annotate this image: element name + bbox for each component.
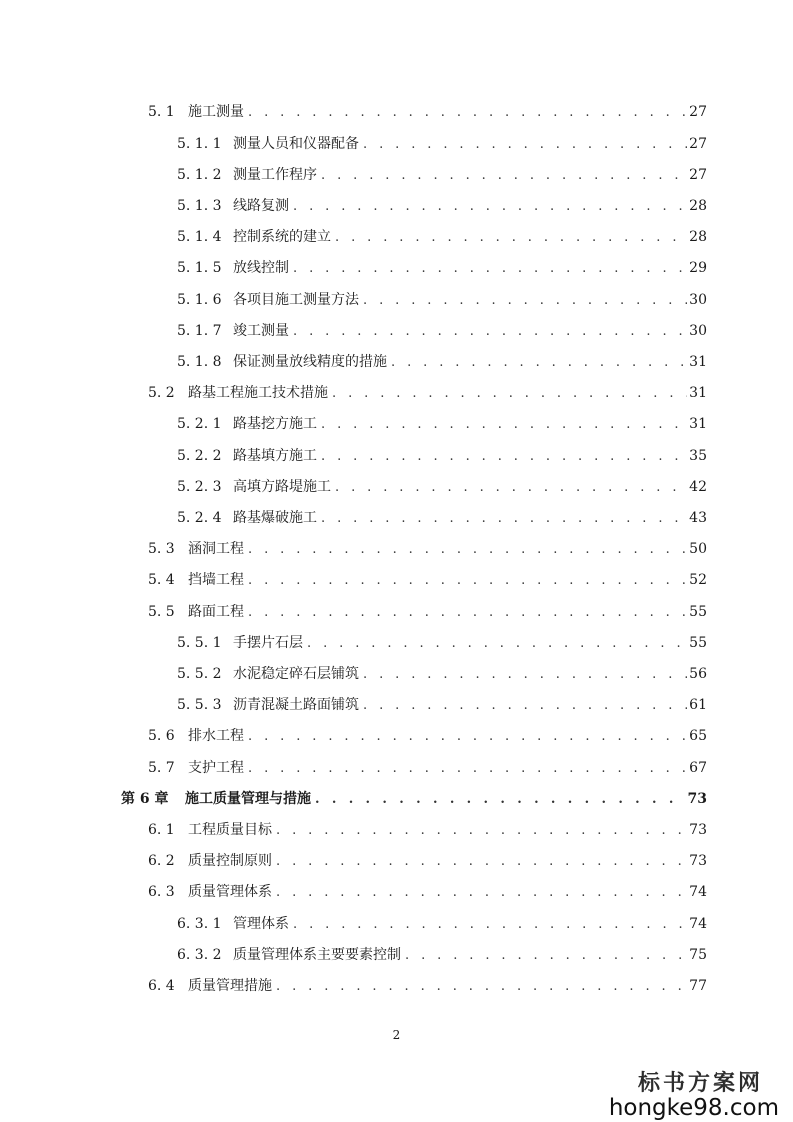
toc-entry[interactable]: [148, 883, 707, 902]
toc-page: 56: [689, 666, 707, 682]
toc-page: 73: [689, 853, 707, 869]
toc-title: 路基工程施工技术措施: [188, 385, 328, 401]
toc-title: 手摆片石层: [233, 635, 303, 651]
toc-page: 31: [689, 416, 707, 432]
toc-number: 5. 1: [148, 104, 175, 120]
toc-page: 27: [689, 104, 707, 120]
toc-page: 35: [689, 448, 707, 464]
dot-leader: [293, 323, 687, 341]
toc-entry[interactable]: [177, 946, 707, 965]
dot-leader: [363, 292, 687, 310]
toc-page: 27: [689, 136, 707, 152]
toc-number: 5. 6: [148, 728, 175, 744]
toc-entry[interactable]: [177, 291, 707, 310]
toc-number: 5. 1. 3: [177, 198, 222, 214]
dot-leader: [391, 354, 687, 372]
toc-number: 第 6 章: [121, 791, 169, 807]
toc-page: 61: [689, 697, 707, 713]
toc-title: 挡墙工程: [188, 572, 244, 588]
toc-page: 75: [689, 947, 707, 963]
toc-entry[interactable]: [177, 696, 707, 715]
toc-page: 27: [689, 167, 707, 183]
toc-entry[interactable]: [177, 228, 707, 247]
toc-title: 质量管理体系: [188, 884, 272, 900]
toc-number: 6. 2: [148, 853, 175, 869]
page-number: 2: [392, 1028, 401, 1042]
dot-leader: [405, 947, 687, 965]
toc-entry[interactable]: [177, 634, 707, 653]
toc-title: 保证测量放线精度的措施: [233, 354, 387, 370]
watermark-url[interactable]: hongke98.com: [608, 1095, 779, 1121]
dot-leader: [248, 760, 687, 778]
toc-number: 5. 2. 2: [177, 448, 222, 464]
toc-title: 沥青混凝土路面铺筑: [233, 697, 359, 713]
dot-leader: [321, 510, 687, 528]
dot-leader: [335, 229, 687, 247]
toc-title: 竣工测量: [233, 323, 289, 339]
dot-leader: [276, 822, 687, 840]
toc-page: 31: [689, 385, 707, 401]
dot-leader: [321, 167, 687, 185]
toc-number: 5. 1. 4: [177, 229, 222, 245]
toc-number: 6. 1: [148, 822, 175, 838]
toc-number: 5. 2. 4: [177, 510, 222, 526]
toc-page: 55: [689, 635, 707, 651]
toc-entry[interactable]: [177, 166, 707, 185]
toc-entry[interactable]: [148, 759, 707, 778]
toc-page: 74: [689, 916, 707, 932]
watermark-site-name: 标书方案网: [637, 1070, 763, 1096]
toc-title: 水泥稳定碎石层铺筑: [233, 666, 359, 682]
toc-number: 5. 1. 8: [177, 354, 222, 370]
toc-title: 路基填方施工: [233, 448, 317, 464]
toc-entry[interactable]: [177, 415, 707, 434]
watermark: [609, 1070, 779, 1120]
toc-page: 28: [689, 198, 707, 214]
toc-number: 5. 2: [148, 385, 175, 401]
dot-leader: [293, 260, 687, 278]
toc-number: 5. 4: [148, 572, 175, 588]
toc-page: 50: [689, 541, 707, 557]
toc-page: 30: [689, 292, 707, 308]
toc-number: 6. 3. 1: [177, 916, 222, 932]
dot-leader: [321, 448, 687, 466]
dot-leader: [276, 853, 687, 871]
dot-leader: [248, 104, 687, 122]
dot-leader: [335, 479, 687, 497]
toc-title: 测量人员和仪器配备: [233, 136, 359, 152]
toc-page: 55: [689, 604, 707, 620]
toc-entry[interactable]: [148, 603, 707, 622]
dot-leader: [293, 198, 687, 216]
toc-entry[interactable]: [148, 103, 707, 122]
dot-leader: [363, 136, 687, 154]
dot-leader: [248, 541, 687, 559]
toc-chapter-entry[interactable]: [121, 790, 707, 809]
dot-leader: [248, 604, 687, 622]
toc-title: 各项目施工测量方法: [233, 292, 359, 308]
toc-number: 6. 4: [148, 978, 175, 994]
toc-title: 测量工作程序: [233, 167, 317, 183]
toc-entry[interactable]: [148, 977, 707, 996]
toc-entry[interactable]: [177, 915, 707, 934]
toc-number: 5. 1. 2: [177, 167, 222, 183]
toc-number: 5. 2. 1: [177, 416, 222, 432]
toc-title: 控制系统的建立: [233, 229, 331, 245]
toc-title: 管理体系: [233, 916, 289, 932]
toc-number: 5. 2. 3: [177, 479, 222, 495]
toc-title: 质量管理措施: [188, 978, 272, 994]
toc-number: 5. 3: [148, 541, 175, 557]
toc-number: 5. 5. 1: [177, 635, 222, 651]
toc-entry[interactable]: [177, 135, 707, 154]
toc-entry[interactable]: [148, 540, 707, 559]
toc-entry[interactable]: [177, 197, 707, 216]
dot-leader: [248, 572, 687, 590]
toc-page: 65: [689, 728, 707, 744]
toc-page: 43: [689, 510, 707, 526]
toc-entry[interactable]: [177, 665, 707, 684]
toc-entry[interactable]: [177, 478, 707, 497]
toc-number: 5. 1. 7: [177, 323, 222, 339]
toc-title: 施工测量: [188, 104, 244, 120]
toc-entry[interactable]: [177, 447, 707, 466]
dot-leader: [307, 635, 687, 653]
toc-entry[interactable]: [148, 852, 707, 871]
toc-title: 支护工程: [188, 760, 244, 776]
toc-page: 28: [689, 229, 707, 245]
dot-leader: [276, 978, 687, 996]
toc-title: 质量管理体系主要要素控制: [233, 947, 401, 963]
toc-entry[interactable]: [148, 821, 707, 840]
toc-page: 74: [689, 884, 707, 900]
toc-entry[interactable]: [148, 384, 707, 403]
dot-leader: [321, 416, 687, 434]
toc-page: 77: [689, 978, 707, 994]
toc-page: 30: [689, 323, 707, 339]
dot-leader: [315, 791, 686, 809]
toc-page: 73: [687, 791, 707, 807]
toc-number: 5. 5. 2: [177, 666, 222, 682]
toc-entry[interactable]: [148, 727, 707, 746]
toc-entry[interactable]: [177, 322, 707, 341]
toc-entry[interactable]: [177, 353, 707, 372]
dot-leader: [293, 916, 687, 934]
toc-title: 线路复测: [233, 198, 289, 214]
toc-title: 工程质量目标: [188, 822, 272, 838]
toc-number: 5. 5: [148, 604, 175, 620]
dot-leader: [363, 666, 687, 684]
toc-number: 5. 1. 6: [177, 292, 222, 308]
toc-title: 路面工程: [188, 604, 244, 620]
toc-title: 涵洞工程: [188, 541, 244, 557]
toc-number: 6. 3: [148, 884, 175, 900]
toc-page: 52: [689, 572, 707, 588]
toc-page: 29: [689, 260, 707, 276]
toc-title: 质量控制原则: [188, 853, 272, 869]
dot-leader: [248, 728, 687, 746]
toc-page: 31: [689, 354, 707, 370]
toc-title: 施工质量管理与措施: [185, 791, 311, 807]
toc-entry[interactable]: [177, 259, 707, 278]
toc-entry[interactable]: [177, 509, 707, 528]
toc-number: 5. 7: [148, 760, 175, 776]
toc-number: 5. 1. 5: [177, 260, 222, 276]
toc-number: 5. 5. 3: [177, 697, 222, 713]
toc-number: 6. 3. 2: [177, 947, 222, 963]
toc-title: 排水工程: [188, 728, 244, 744]
toc-entry[interactable]: [148, 571, 707, 590]
dot-leader: [363, 697, 687, 715]
dot-leader: [332, 385, 687, 403]
toc-title: 放线控制: [233, 260, 289, 276]
toc-title: 路基挖方施工: [233, 416, 317, 432]
dot-leader: [276, 884, 687, 902]
toc-title: 路基爆破施工: [233, 510, 317, 526]
toc-page: 67: [689, 760, 707, 776]
toc-number: 5. 1. 1: [177, 136, 222, 152]
toc-page: 73: [689, 822, 707, 838]
toc-page: 42: [689, 479, 707, 495]
toc-title: 高填方路堤施工: [233, 479, 331, 495]
